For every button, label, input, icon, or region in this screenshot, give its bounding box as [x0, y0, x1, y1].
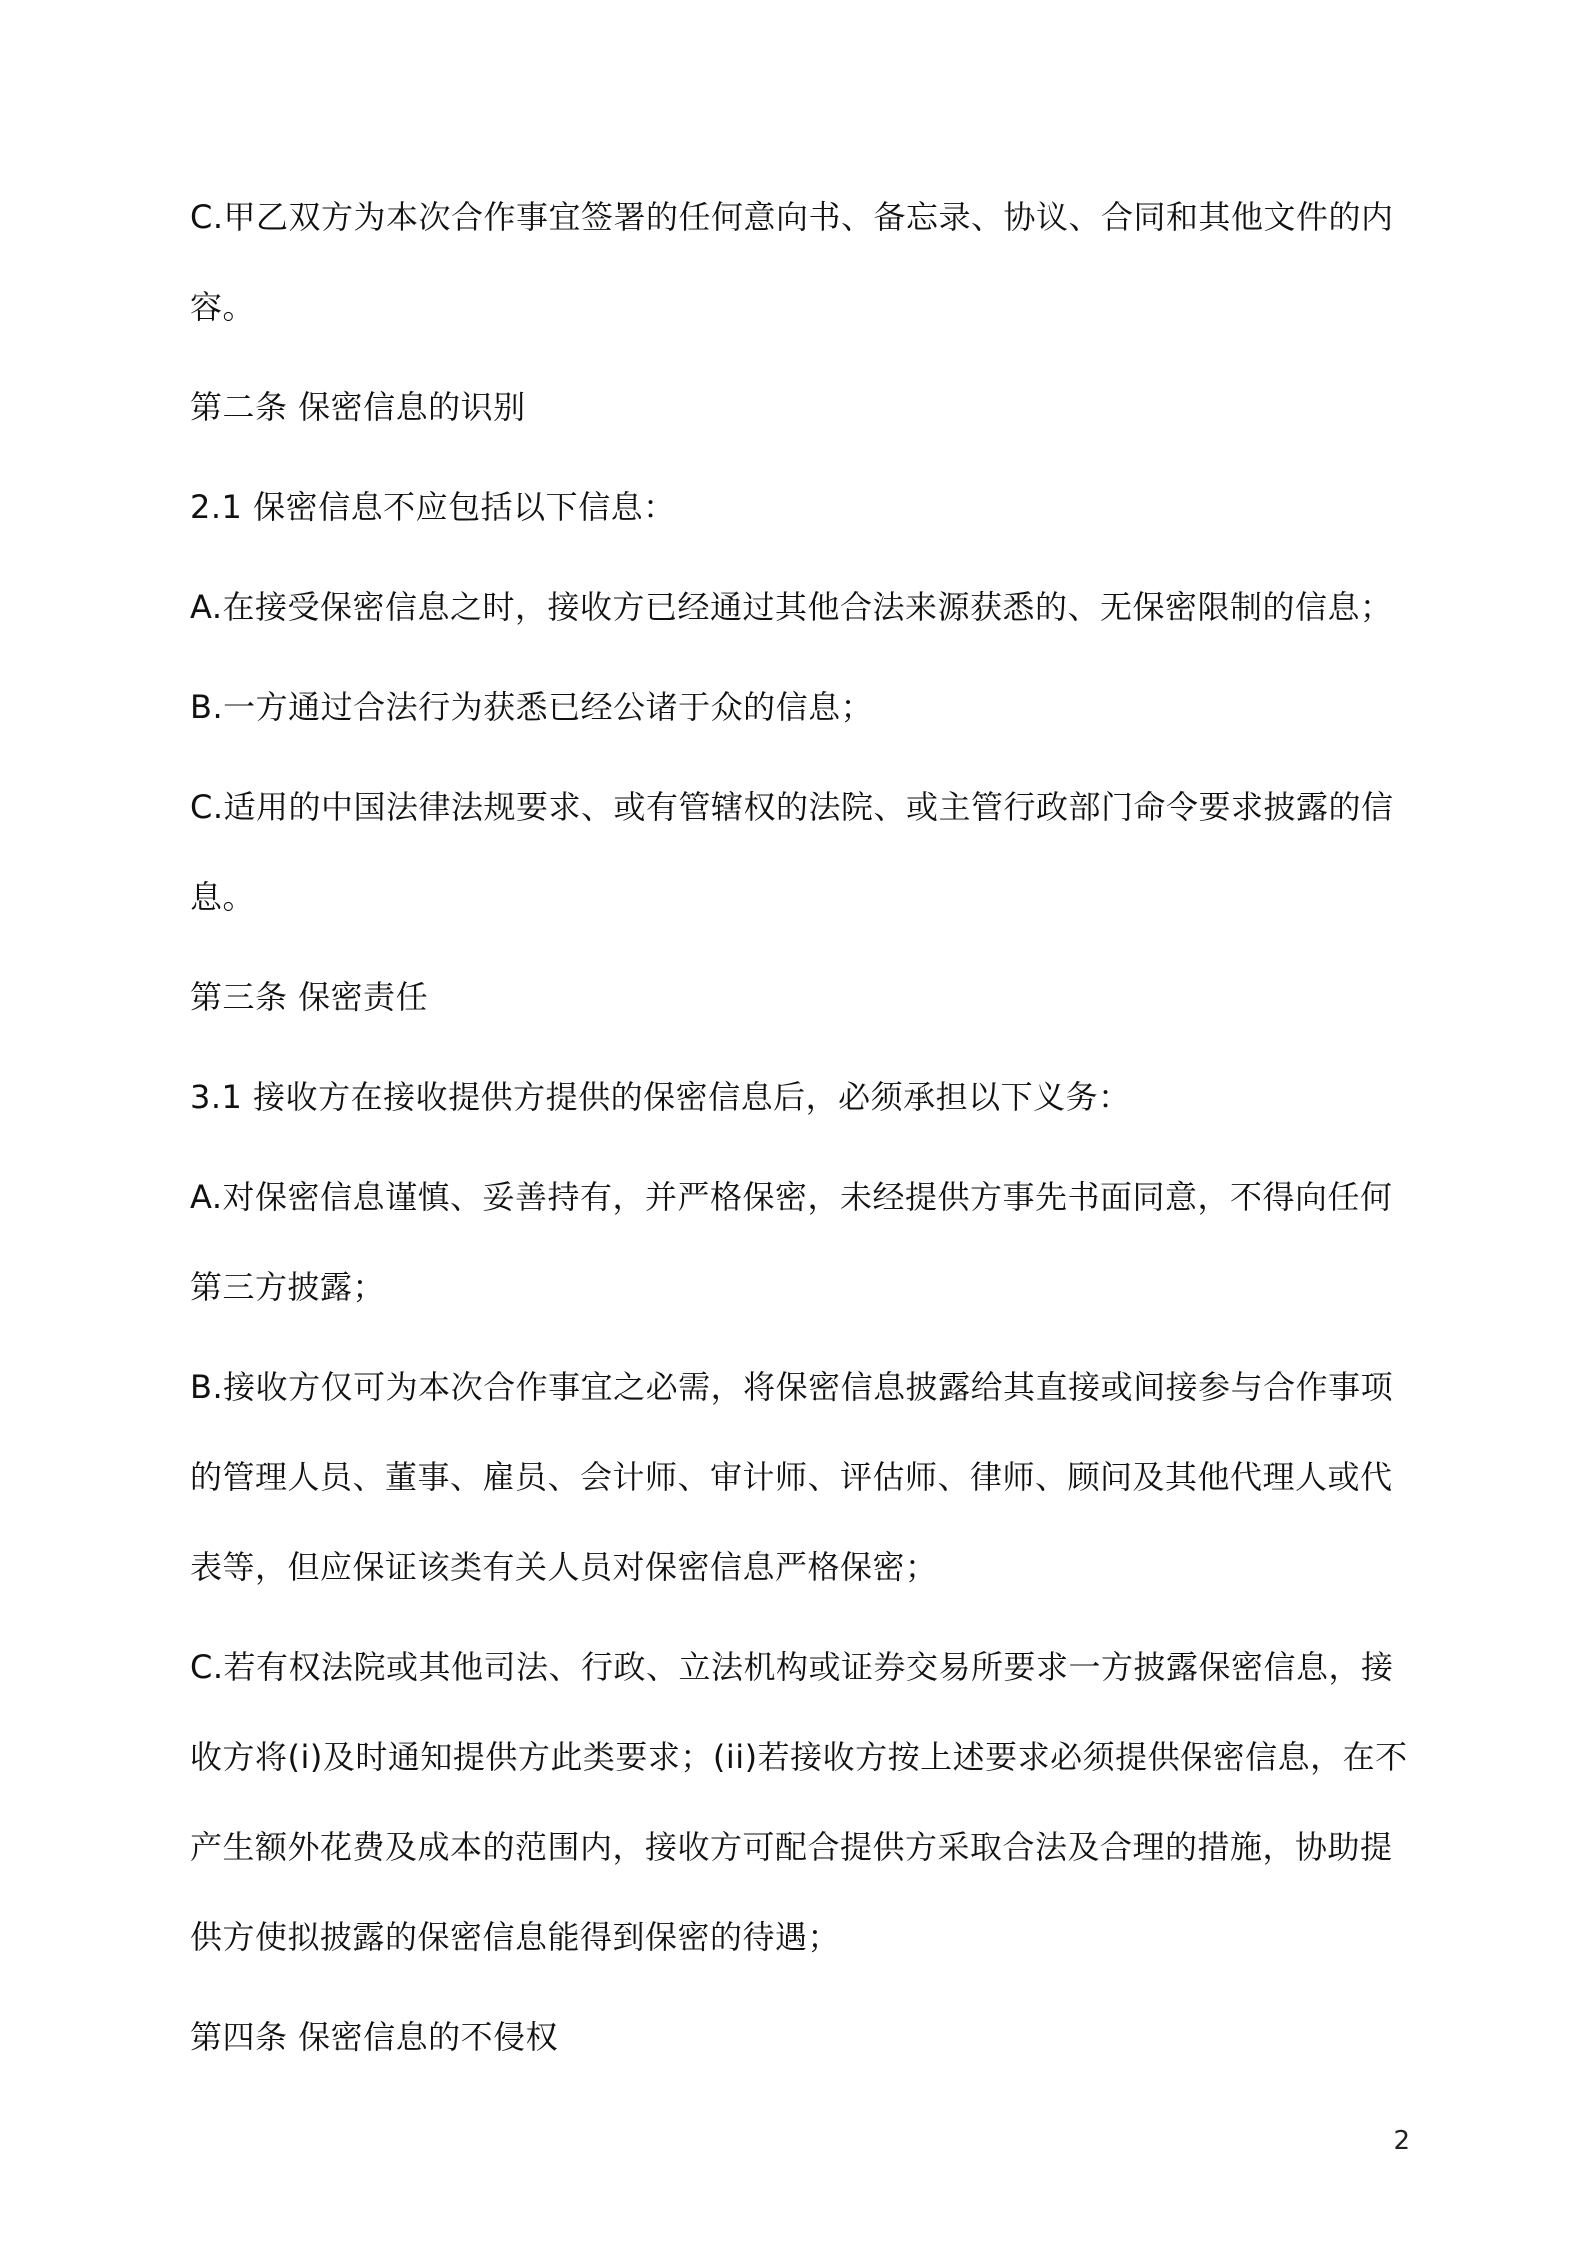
paragraph-3-1b: B.接收方仅可为本次合作事宜之必需，将保密信息披露给其直接或间接参与合作事项的管理人员、董事、雇员、会计师、审计师、评估师、律师、顾问及其他代理人或代表等，但应保证该类有关人员对保密信息严格保密； [190, 1368, 1394, 1586]
heading-article-4: 第四条 保密信息的不侵权 [190, 2018, 559, 2056]
paragraph-2-1: 2.1 保密信息不应包括以下信息： [190, 488, 676, 526]
paragraph-3-1: 3.1 接收方在接收提供方提供的保密信息后，必须承担以下义务： [190, 1078, 1131, 1116]
document-body [190, 172, 1410, 2092]
paragraph-3-1c: C.若有权法院或其他司法、行政、立法机构或证券交易所要求一方披露保密信息，接收方将(i)及时通知提供方此类要求；(ii)若接收方按上述要求必须提供保密信息，在不产生额外花费及成本的范围内，接收方可配合提供方采取合法及合理的措施，协助提供方使拟披露的保密信息能得到保密的待遇； [190, 1648, 1408, 1956]
paragraph-clause-1c: C.甲乙双方为本次合作事宜签署的任何意向书、备忘录、协议、合同和其他文件的内容。 [190, 198, 1394, 326]
paragraph-2-1a: A.在接受保密信息之时，接收方已经通过其他合法来源获悉的、无保密限制的信息； [190, 588, 1393, 626]
page-number: 2 [1393, 2126, 1410, 2156]
heading-article-3: 第三条 保密责任 [190, 978, 429, 1016]
paragraph-2-1c: C.适用的中国法律法规要求、或有管辖权的法院、或主管行政部门命令要求披露的信息。 [190, 788, 1394, 916]
paragraph-2-1b: B.一方通过合法行为获悉已经公诸于众的信息； [190, 688, 874, 726]
heading-article-2: 第二条 保密信息的识别 [190, 388, 526, 426]
paragraph-3-1a: A.对保密信息谨慎、妥善持有，并严格保密，未经提供方事先书面同意，不得向任何第三方披露； [190, 1178, 1393, 1306]
